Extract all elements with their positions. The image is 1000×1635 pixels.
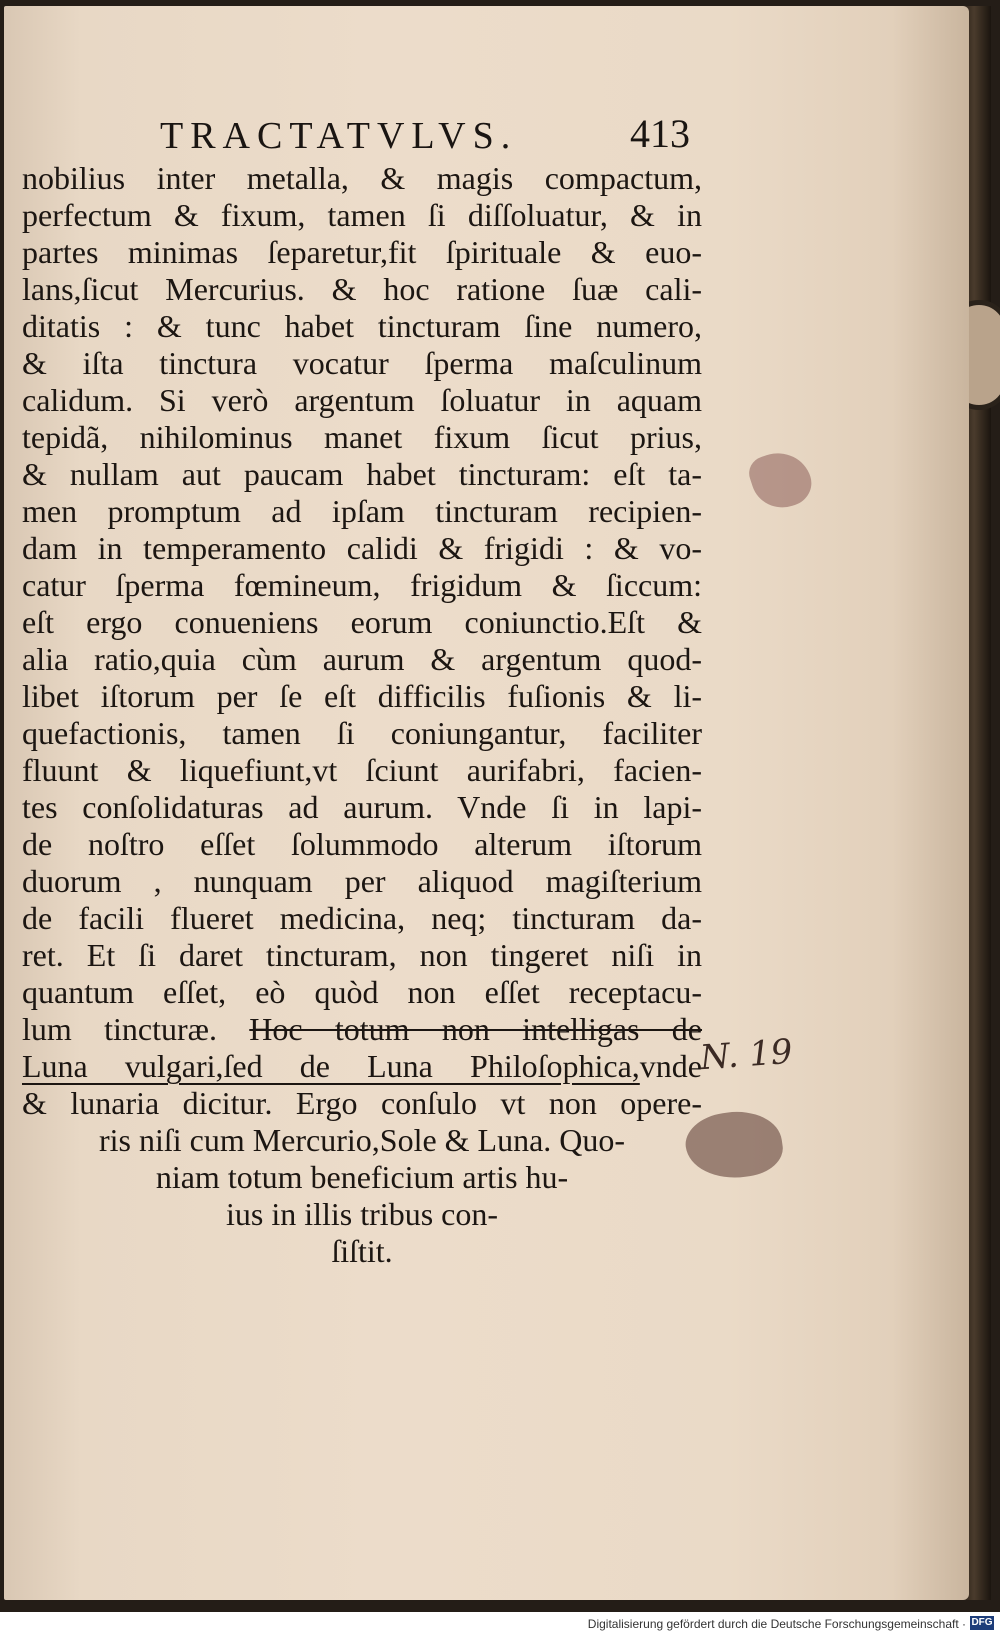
running-title: TRACTATVLVS. <box>160 115 518 157</box>
text-line: de facili flueret medicina, neq; tincturam da- <box>22 900 702 936</box>
text-line-centered: ſiſtit. <box>331 1233 393 1269</box>
text-line: partes minimas ſeparetur,fit ſpirituale & euo- <box>22 234 702 270</box>
text-line: libet iſtorum per ſe eſt difficilis fuſionis & li- <box>22 678 702 714</box>
text-line: perfectum & fixum, tamen ſi diſſoluatur, & in <box>22 197 702 233</box>
text-line: calidum. Si verò argentum ſoluatur in aquam <box>22 382 702 418</box>
main-text-block <box>22 160 702 1270</box>
text-line: de noſtro eſſet ſolummodo alterum iſtorum <box>22 826 702 862</box>
text-line: nobilius inter metalla, & magis compactum, <box>22 160 702 196</box>
dfg-logo: DFG <box>971 1617 993 1628</box>
underlined-passage: Luna vulgari,ſed de Luna Philoſophica, <box>22 1048 640 1084</box>
text-line: duorum , nunquam per aliquod magiſterium <box>22 863 702 899</box>
text-line: eſt ergo conueniens eorum coniunctio.Eſt & <box>22 604 702 640</box>
text-segment: vnde <box>639 1048 702 1084</box>
text-line-centered: niam totum beneficium artis hu- <box>155 1159 569 1195</box>
text-line-annotated <box>22 1048 702 1085</box>
text-line-centered: ius in illis tribus con- <box>226 1196 498 1232</box>
page-number: 413 <box>630 111 690 156</box>
text-line: & nullam aut paucam habet tincturam: eſt ta- <box>22 456 702 492</box>
text-line: fluunt & liquefiunt,vt ſciunt aurifabri, facien- <box>22 752 702 788</box>
handwritten-margin-note: N. 19 <box>698 1031 794 1079</box>
text-line: tes conſolidaturas ad aurum. Vnde ſi in lapi- <box>22 789 702 825</box>
footer-credit: Digitalisierung gefördert durch die Deutsche Forschungsgemeinschaft · <box>587 1617 966 1631</box>
text-line: lans,ſicut Mercurius. & hoc ratione ſuæ cali- <box>22 271 702 307</box>
text-line: tepidã, nihilominus manet fixum ſicut prius, <box>22 419 702 455</box>
text-line: alia ratio,quia cùm aurum & argentum quod- <box>22 641 702 677</box>
text-line: ditatis : & tunc habet tincturam ſine numero, <box>22 308 702 344</box>
text-line: ret. Et ſi daret tincturam, non tingeret niſi in <box>22 937 702 973</box>
text-line-centered: ris niſi cum Mercurio,Sole & Luna. Quo- <box>98 1122 626 1158</box>
struck-through-passage: Hoc totum non intelligas de <box>249 1011 703 1047</box>
text-segment: lum tincturæ. <box>22 1011 250 1047</box>
text-line: & lunaria dicitur. Ergo conſulo vt non opere- <box>22 1085 702 1121</box>
text-line: quantum eſſet, eò quòd non eſſet receptacu- <box>22 974 702 1010</box>
text-line: catur ſperma fœmineum, frigidum & ſiccum: <box>22 567 702 603</box>
text-line: quefactionis, tamen ſi coniungantur, faciliter <box>22 715 702 751</box>
text-line: & iſta tinctura vocatur ſperma maſculinum <box>22 345 702 381</box>
text-line: dam in temperamento calidi & frigidi : & vo- <box>22 530 702 566</box>
text-line-annotated <box>22 1011 702 1048</box>
text-line: men promptum ad ipſam tincturam recipien- <box>22 493 702 529</box>
running-head <box>160 110 690 160</box>
digitization-footer <box>0 1614 1000 1635</box>
